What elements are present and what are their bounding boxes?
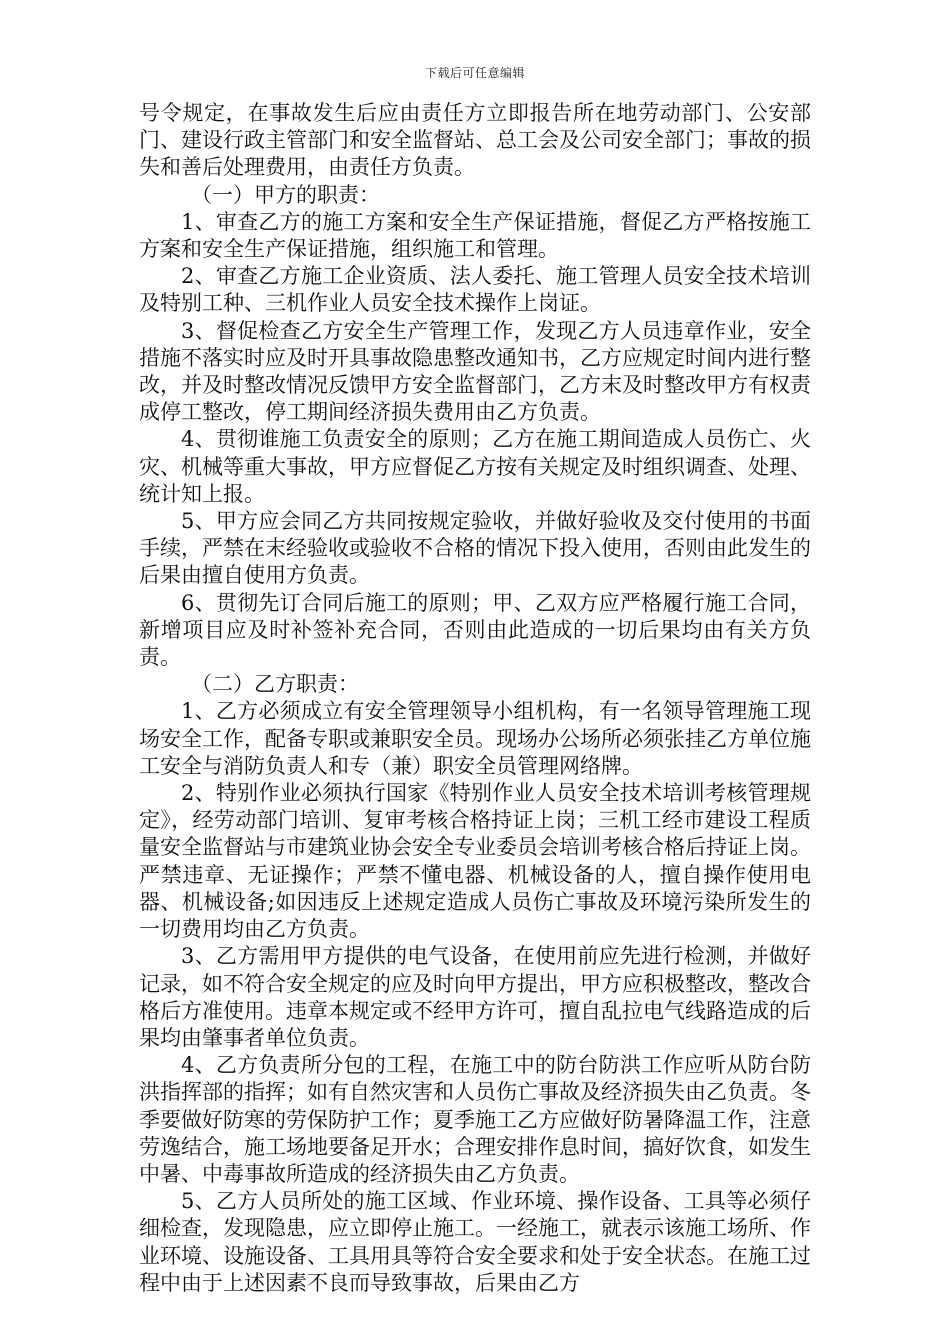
document-body: [139, 100, 811, 1297]
paragraph: 3、乙方需用甲方提供的电气设备，在使用前应先进行检测，并做好记录，如不符合安全规定的应及时向甲方提出，甲方应积极整改，整改合格后方准使用。违章本规定或不经甲方许可，擅自乱拉电气线路造成的后果均由肇事者单位负责。: [139, 944, 811, 1050]
paragraph: 号令规定，在事故发生后应由责任方立即报告所在地劳动部门、公安部门、建设行政主管部门和安全监督站、总工会及公司安全部门；事故的损失和善后处理费用，由责任方负责。: [139, 101, 811, 180]
paragraph: 3、督促检查乙方安全生产管理工作，发现乙方人员违章作业，安全措施不落实时应及时开具事故隐患整改通知书，乙方应规定时间内进行整改，并及时整改情况反馈甲方安全监督部门，乙方末及时整改甲方有权责成停工整改，停工期间经济损失费用由乙方负责。: [139, 318, 811, 425]
section-heading: （一）甲方的职责：: [191, 182, 380, 207]
paragraph: 6、贯彻先订合同后施工的原则；甲、乙双方应严格履行施工合同，新增项目应及时补签补充合同，否则由此造成的一切后果均由有关方负责。: [139, 590, 811, 670]
paragraph: 2、特别作业必须执行国家《特别作业人员安全技术培训考核管理规定》，经劳动部门培训、复审考核合格持证上岗；三机工经市建设工程质量安全监督站与市建筑业协会安全专业委员会培训考核合格后持证上岗。严禁违章、无证操作；严禁不懂电器、机械设备的人，擅自操作使用电器、机械设备;如因违反上述规定造成人员伤亡事故及环境污染所发生的一切费用均由乙方负责。: [139, 781, 811, 942]
paragraph: 4、乙方负责所分包的工程，在施工中的防台防洪工作应听从防台防洪指挥部的指挥；如有自然灾害和人员伤亡事故及经济损失由乙负责。冬季要做好防寒的劳保防护工作；夏季施工乙方应做好防暑降温工作，注意劳逸结合，施工场地要备足开水；合理安排作息时间，搞好饮食，如发生中暑、中毒事故所造成的经济损失由乙方负责。: [139, 1053, 811, 1186]
paragraph: 2、审查乙方施工企业资质、法人委托、施工管理人员安全技术培训及特别工种、三机作业人员安全技术操作上岗证。: [139, 264, 811, 316]
section-heading: （二）乙方职责：: [191, 672, 359, 697]
paragraph: 1、乙方必须成立有安全管理领导小组机构，有一名领导管理施工现场安全工作，配备专职或兼职安全员。现场办公场所必须张挂乙方单位施工安全与消防负责人和专（兼）职安全员管理网络牌。: [139, 699, 811, 778]
paragraph: 5、甲方应会同乙方共同按规定验收，并做好验收及交付使用的书面手续，严禁在末经验收或验收不合格的情况下投入使用，否则由此发生的后果由擅自使用方负责。: [139, 509, 811, 588]
paragraph: 1、审查乙方的施工方案和安全生产保证措施，督促乙方严格按施工方案和安全生产保证措施，组织施工和管理。: [139, 209, 811, 262]
header-note: 下载后可任意编辑: [424, 66, 525, 80]
paragraph: 4、贯彻谁施工负责安全的原则；乙方在施工期间造成人员伤亡、火灾、机械等重大事故，甲方应督促乙方按有关规定及时组织调查、处理、统计知上报。: [139, 427, 811, 506]
paragraph: 5、乙方人员所处的施工区域、作业环境、操作设备、工具等必须仔细检查，发现隐患，应立即停止施工。一经施工，就表示该施工场所、作业环境、设施设备、工具用具等符合安全要求和处于安全状态。在施工过程中由于上述因素不良而导致事故，后果由乙方: [139, 1189, 811, 1295]
